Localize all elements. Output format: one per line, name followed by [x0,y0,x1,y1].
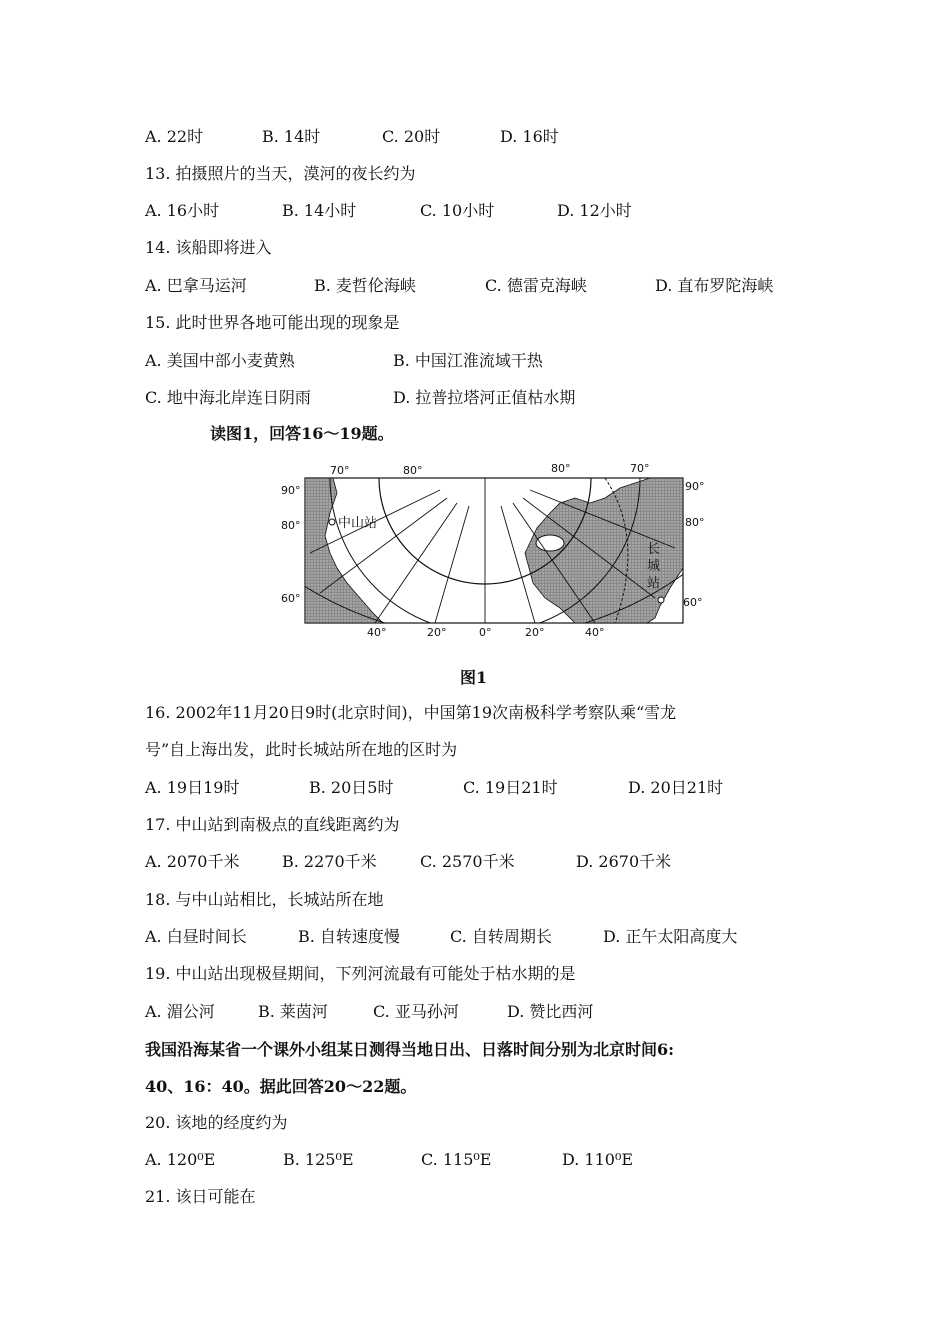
q15-option-a: A. 美国中部小麦黄熟 [145,351,295,370]
q17-option-b: B. 2270千米 [282,852,377,871]
q12-option-d: D. 16时 [500,127,559,146]
bottom-label-1: 40° [367,626,387,639]
q13-option-a: A. 16小时 [145,201,220,220]
zhongshan-station-label: 中山站 [338,516,378,531]
left-label-60: 60° [281,592,301,605]
figure-caption: 图1 [460,668,488,687]
top-label-3: 80° [551,462,571,475]
q12-option-b: B. 14时 [262,127,321,146]
bottom-label-5: 40° [585,626,605,639]
q18-option-d: D. 正午太阳高度大 [603,927,738,946]
q13-option-b: B. 14小时 [282,201,357,220]
bottom-label-2: 20° [427,626,447,639]
right-label-60: 60° [683,596,703,609]
great-wall-station-marker [658,597,664,603]
q19-option-a: A. 湄公河 [145,1002,215,1021]
zhongshan-station-marker [329,519,335,525]
left-label-80: 80° [281,519,301,532]
q20-option-c: C. 115⁰E [421,1150,492,1169]
q17-option-a: A. 2070千米 [145,852,240,871]
q20-option-b: B. 125⁰E [283,1150,354,1169]
top-label-4: 70° [630,462,650,475]
section-intro-16-19: 读图1，回答16～19题。 [210,424,394,443]
q18-stem: 18. 与中山站相比，长城站所在地 [145,890,384,909]
q14-option-d: D. 直布罗陀海峡 [655,276,774,295]
q14-stem: 14. 该船即将进入 [145,238,272,257]
right-label-80: 80° [685,516,705,529]
q18-option-c: C. 自转周期长 [450,927,552,946]
antarctic-map-figure [275,458,705,643]
q15-option-c: C. 地中海北岸连日阴雨 [145,388,311,407]
q19-option-c: C. 亚马孙河 [373,1002,459,1021]
q13-stem: 13. 拍摄照片的当天，漠河的夜长约为 [145,164,416,183]
top-label-2: 80° [403,464,423,477]
q13-option-c: C. 10小时 [420,201,495,220]
section-intro-20-22-line1: 我国沿海某省一个课外小组某日测得当地日出、日落时间分别为北京时间6: [145,1040,675,1059]
q15-stem: 15. 此时世界各地可能出现的现象是 [145,313,400,332]
q16-option-b: B. 20日5时 [309,778,394,797]
bottom-label-4: 20° [525,626,545,639]
bottom-label-3: 0° [479,626,492,639]
q18-option-a: A. 白昼时间长 [145,927,247,946]
left-label-90: 90° [281,484,301,497]
q15-option-d: D. 拉普拉塔河正值枯水期 [393,388,576,407]
great-wall-label-3: 站 [647,576,661,591]
q16-option-a: A. 19日19时 [145,778,240,797]
q20-option-d: D. 110⁰E [562,1150,634,1169]
q18-option-b: B. 自转速度慢 [298,927,400,946]
q14-option-b: B. 麦哲伦海峡 [314,276,416,295]
q17-stem: 17. 中山站到南极点的直线距离约为 [145,815,400,834]
q17-option-d: D. 2670千米 [576,852,672,871]
q19-option-b: B. 莱茵河 [258,1002,328,1021]
q16-option-c: C. 19日21时 [463,778,558,797]
great-wall-label-1: 长 [647,542,661,557]
q16-stem-line2: 号”自上海出发，此时长城站所在地的区时为 [145,740,458,759]
q12-option-c: C. 20时 [382,127,441,146]
q16-option-d: D. 20日21时 [628,778,724,797]
q20-stem: 20. 该地的经度约为 [145,1113,288,1132]
q14-option-a: A. 巴拿马运河 [145,276,247,295]
right-label-90: 90° [685,480,705,493]
q15-option-b: B. 中国江淮流域干热 [393,351,543,370]
great-wall-label-2: 城 [647,559,661,574]
q17-option-c: C. 2570千米 [420,852,515,871]
section-intro-20-22-line2: 40、16：40。据此回答20～22题。 [145,1077,417,1096]
q20-option-a: A. 120⁰E [145,1150,216,1169]
q21-stem: 21. 该日可能在 [145,1187,256,1206]
q12-option-a: A. 22时 [145,127,204,146]
q16-stem-line1: 16. 2002年11月20日9时(北京时间)，中国第19次南极科学考察队乘“雪龙 [145,703,677,722]
top-label-1: 70° [330,464,350,477]
q19-option-d: D. 赞比西河 [507,1002,594,1021]
q13-option-d: D. 12小时 [557,201,632,220]
q19-stem: 19. 中山站出现极昼期间，下列河流最有可能处于枯水期的是 [145,964,576,983]
q14-option-c: C. 德雷克海峡 [485,276,587,295]
